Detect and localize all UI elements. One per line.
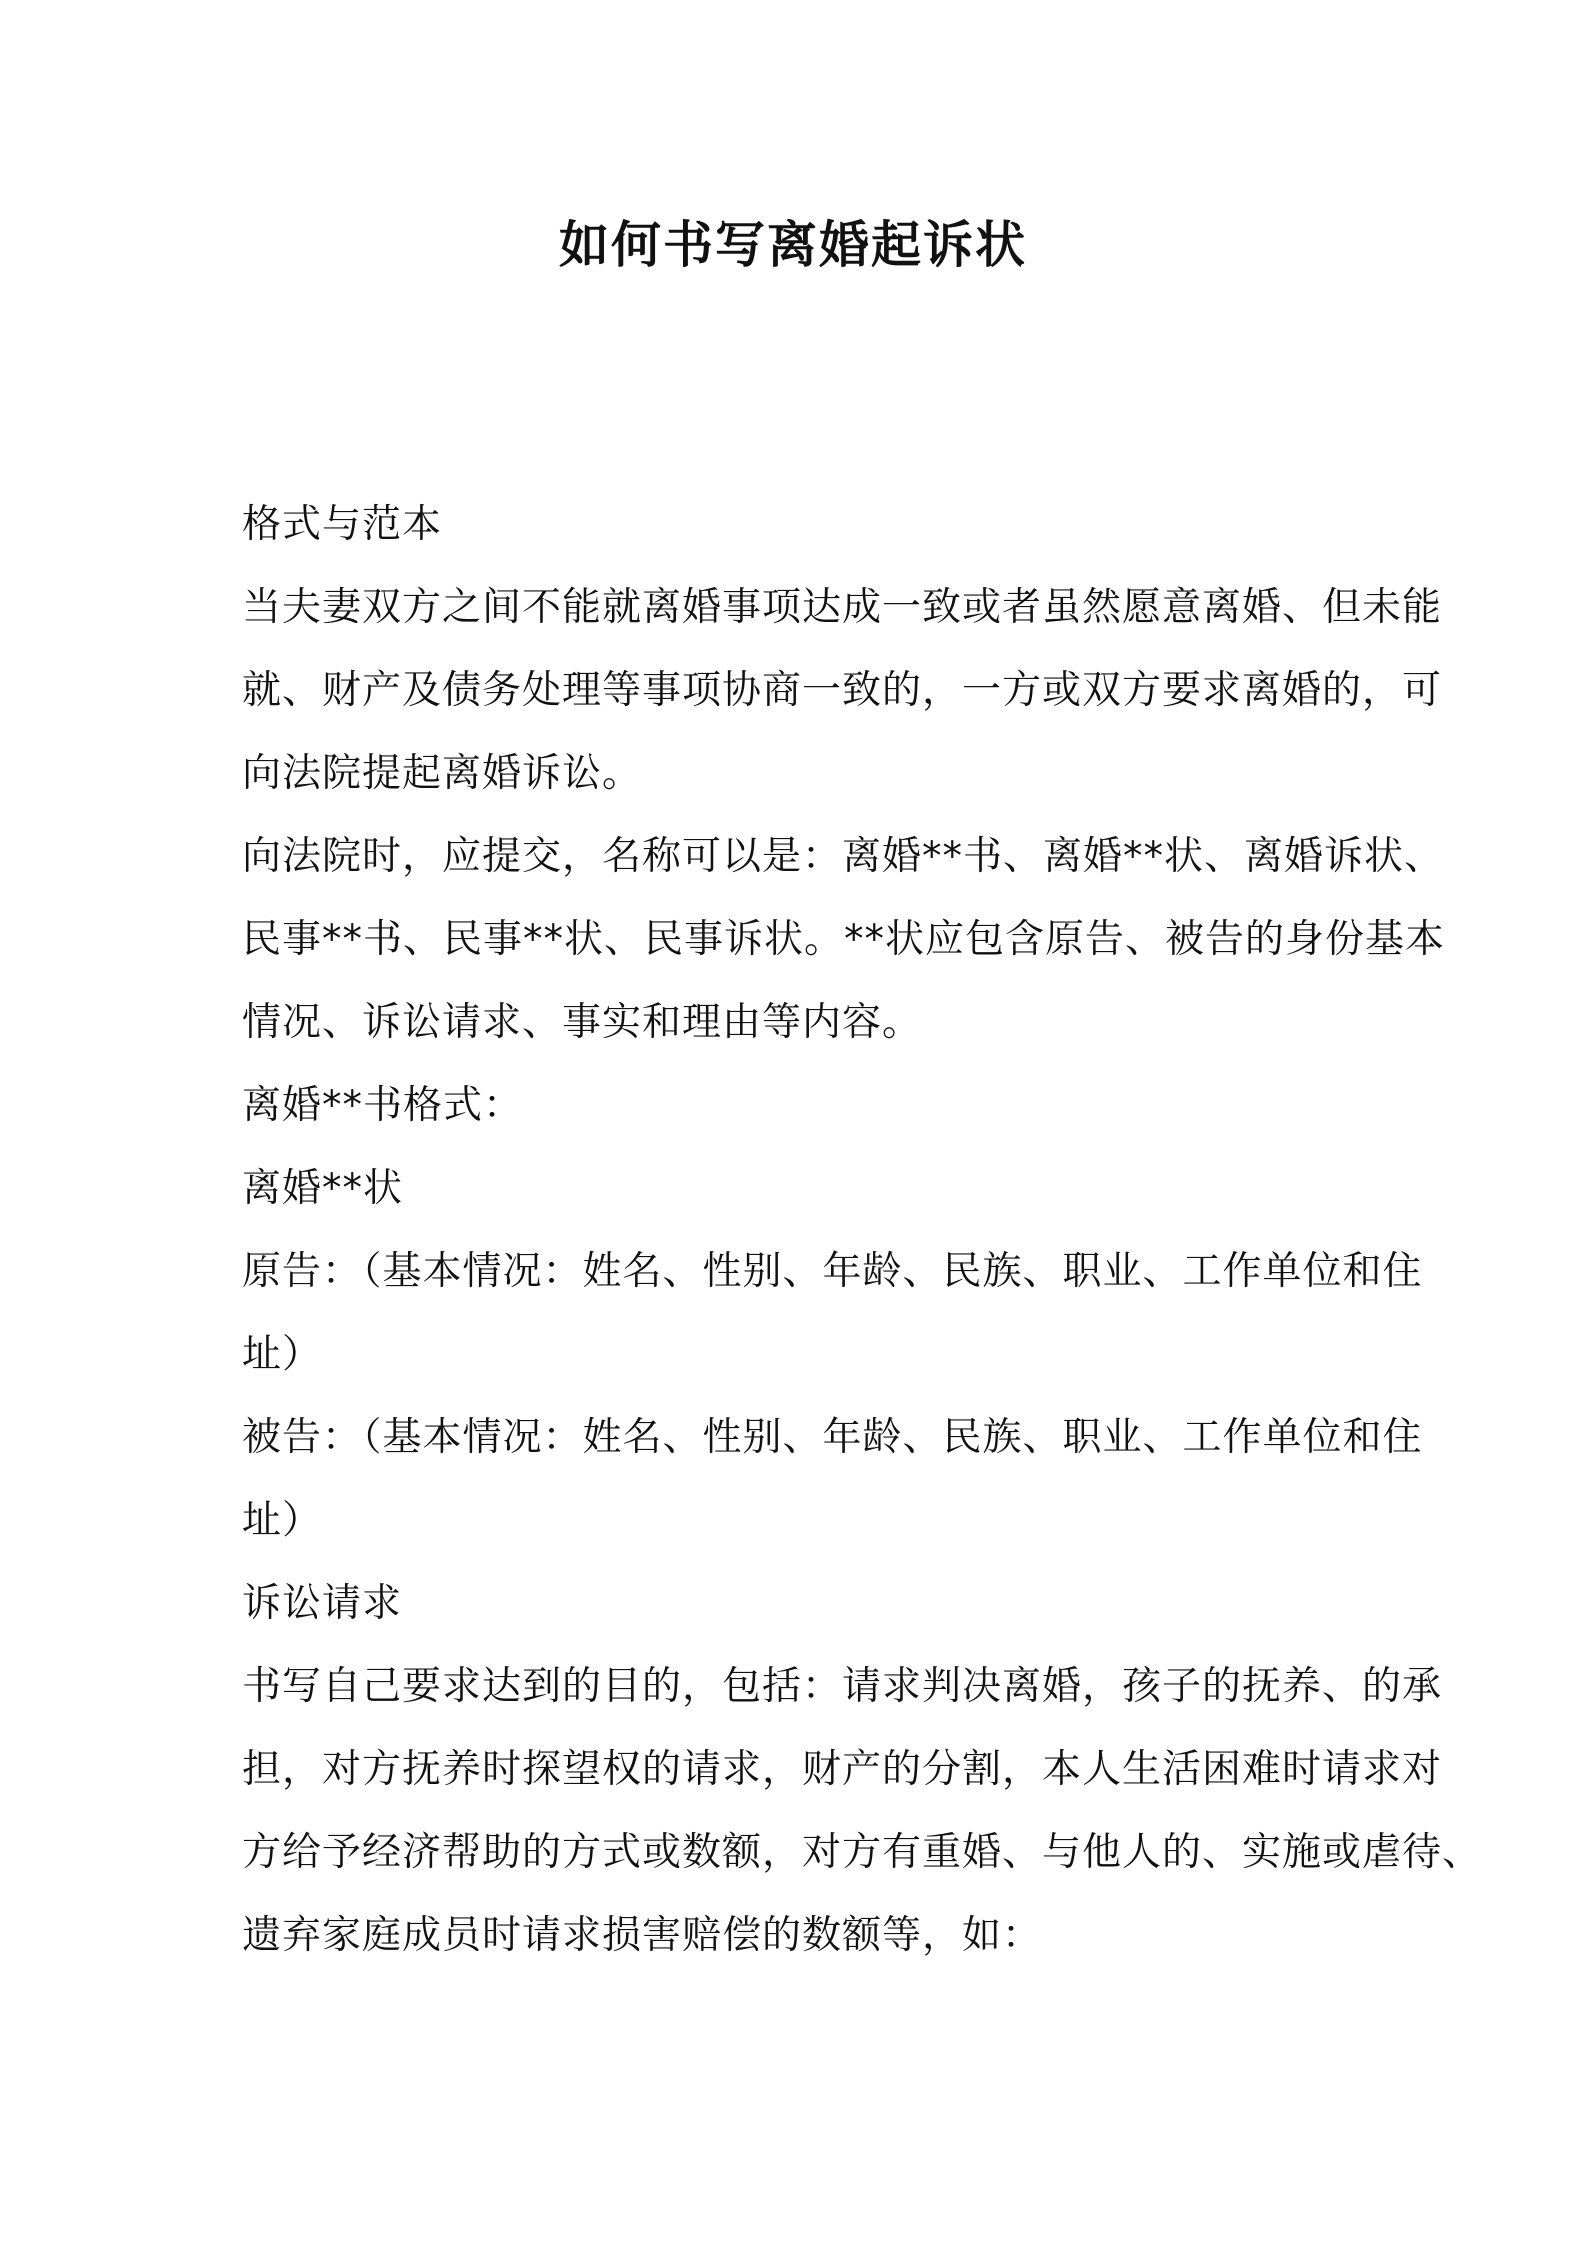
- paragraph-line: 当夫妻双方之间不能就离婚事项达成一致或者虽然愿意离婚、但未能: [242, 585, 1443, 630]
- format-heading: 离婚**书格式：: [242, 1083, 524, 1128]
- plaintiff-line: 原告：（基本情况：姓名、性别、年龄、民族、职业、工作单位和住: [242, 1249, 1423, 1294]
- paragraph-line: 书写自己要求达到的目的，包括：请求判决离婚，孩子的抚养、的承: [242, 1664, 1443, 1709]
- paragraph-line: 向法院提起离婚诉讼。: [242, 751, 643, 796]
- section-heading-format: 格式与范本: [242, 502, 443, 547]
- paragraph-line: 担，对方抚养时探望权的请求，财产的分割，本人生活困难时请求对: [242, 1747, 1443, 1792]
- paragraph-line: 就、财产及债务处理等事项协商一致的，一方或双方要求离婚的，可: [242, 668, 1443, 713]
- section-heading-claims: 诉讼请求: [242, 1581, 403, 1626]
- paragraph-line: 向法院时，应提交，名称可以是：离婚**书、离婚**状、离婚诉状、: [242, 834, 1445, 879]
- paragraph-line: 情况、诉讼请求、事实和理由等内容。: [242, 1000, 923, 1045]
- complaint-title: 离婚**状: [242, 1166, 404, 1211]
- paragraph-line: 方给予经济帮助的方式或数额，对方有重婚、与他人的、实施或虐待、: [242, 1830, 1483, 1875]
- paragraph-line: 遗弃家庭成员时请求损害赔偿的数额等，如：: [242, 1913, 1043, 1958]
- defendant-line: 被告：（基本情况：姓名、性别、年龄、民族、职业、工作单位和住: [242, 1415, 1423, 1460]
- plaintiff-line: 址）: [242, 1332, 323, 1377]
- paragraph-line: 民事**书、民事**状、民事诉状。**状应包含原告、被告的身份基本: [242, 917, 1446, 962]
- document-title: 如何书写离婚起诉状: [559, 216, 1027, 274]
- defendant-line: 址）: [242, 1498, 323, 1543]
- document-body: [242, 483, 1483, 1977]
